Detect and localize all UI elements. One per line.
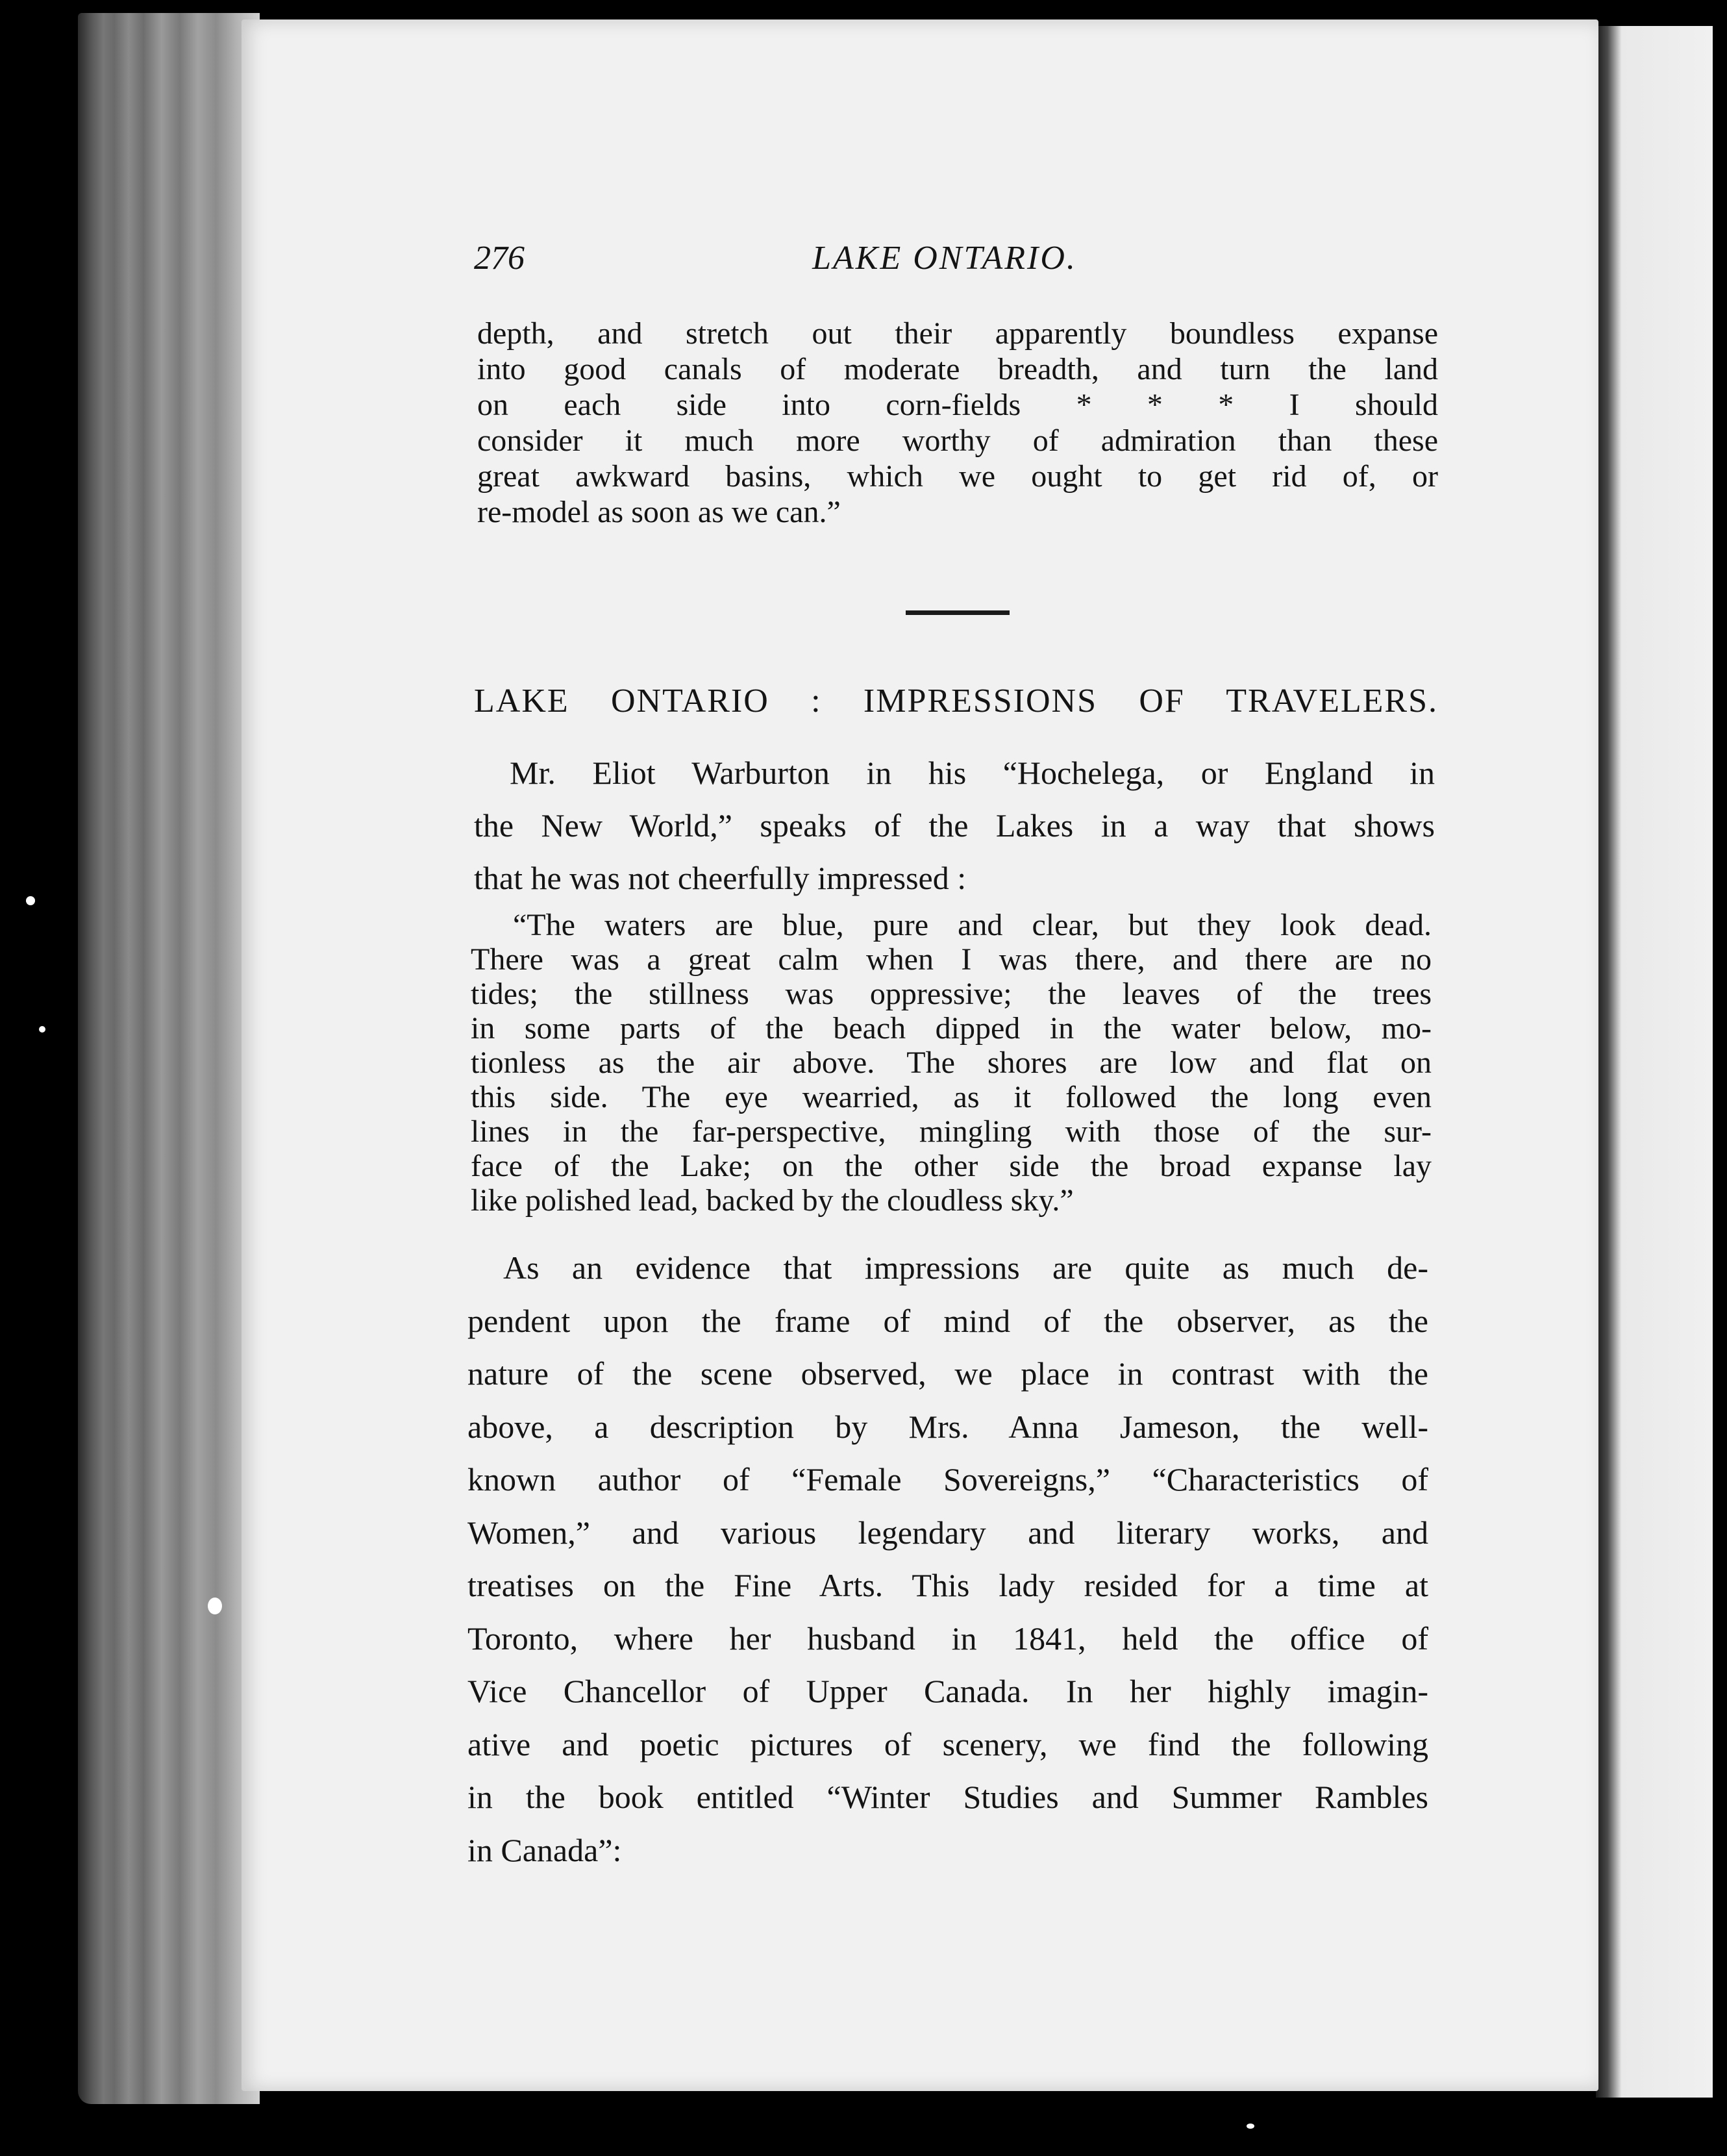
scan-speck xyxy=(1247,2124,1254,2129)
facing-page-edge xyxy=(1596,26,1713,2098)
intro-paragraph xyxy=(474,747,1435,905)
text-line: great awkward basins, which we ought to get rid of, or xyxy=(477,459,1438,494)
scan-speck xyxy=(39,1026,45,1033)
text-line: tionless as the air above. The shores are low and flat on xyxy=(471,1046,1432,1080)
text-line: As an evidence that impressions are quite as much de- xyxy=(503,1249,1428,1286)
text-line: lines in the far-perspective, mingling with those of the sur- xyxy=(471,1114,1432,1149)
section-heading: LAKE ONTARIO : IMPRESSIONS OF TRAVELERS. xyxy=(474,683,1438,720)
book-page-edges xyxy=(78,13,260,2104)
text-line: Women,” and various legendary and literary works, and xyxy=(467,1514,1428,1551)
text-line: There was a great calm when I was there, and there are no xyxy=(471,942,1432,977)
text-line: like polished lead, backed by the cloudless sky.” xyxy=(471,1183,1074,1218)
section-divider xyxy=(906,610,1010,615)
running-title: LAKE ONTARIO. xyxy=(812,240,1077,277)
text-line: in Canada”: xyxy=(467,1831,622,1868)
text-line: in the book entitled “Winter Studies and Summer Rambles xyxy=(467,1779,1428,1815)
text-line: on each side into corn-fields * * * I should xyxy=(477,388,1438,422)
text-line: the New World,” speaks of the Lakes in a way that shows xyxy=(474,807,1435,844)
text-line: treatises on the Fine Arts. This lady resided for a time at xyxy=(467,1567,1428,1603)
text-line: Toronto, where her husband in 1841, held the office of xyxy=(467,1620,1428,1657)
text-line: Vice Chancellor of Upper Canada. In her highly imagin- xyxy=(467,1673,1428,1709)
text-line: this side. The eye wearried, as it followed the long even xyxy=(471,1080,1432,1114)
text-line: ative and poetic pictures of scenery, we find the following xyxy=(467,1725,1428,1762)
continued-quote-paragraph xyxy=(477,316,1438,530)
text-line: Mr. Eliot Warburton in his “Hochelega, or England in xyxy=(510,755,1435,791)
text-line: consider it much more worthy of admiration than these xyxy=(477,423,1438,458)
text-line: pendent upon the frame of mind of the observer, as the xyxy=(467,1302,1428,1339)
running-head xyxy=(474,239,1415,284)
body-paragraph xyxy=(467,1242,1428,1877)
text-line: known author of “Female Sovereigns,” “Characteristics of xyxy=(467,1461,1428,1498)
text-line: depth, and stretch out their apparently boundless expanse xyxy=(477,316,1438,351)
text-line: tides; the stillness was oppressive; the leaves of the trees xyxy=(471,977,1432,1011)
text-line: re-model as soon as we can.” xyxy=(477,495,841,529)
text-line: nature of the scene observed, we place in contrast with the xyxy=(467,1355,1428,1392)
text-line: into good canals of moderate breadth, and turn the land xyxy=(477,352,1438,386)
scan-speck xyxy=(26,896,35,905)
scan-speck xyxy=(208,1598,222,1614)
block-quote xyxy=(471,908,1432,1218)
text-line: face of the Lake; on the other side the broad expanse lay xyxy=(471,1149,1432,1183)
text-line: “The waters are blue, pure and clear, but they look dead. xyxy=(513,908,1432,942)
text-line: that he was not cheerfully impressed : xyxy=(474,860,967,896)
text-line: above, a description by Mrs. Anna Jameson, the well- xyxy=(467,1408,1428,1445)
page-number: 276 xyxy=(474,240,525,277)
text-line: in some parts of the beach dipped in the water below, mo- xyxy=(471,1011,1432,1046)
